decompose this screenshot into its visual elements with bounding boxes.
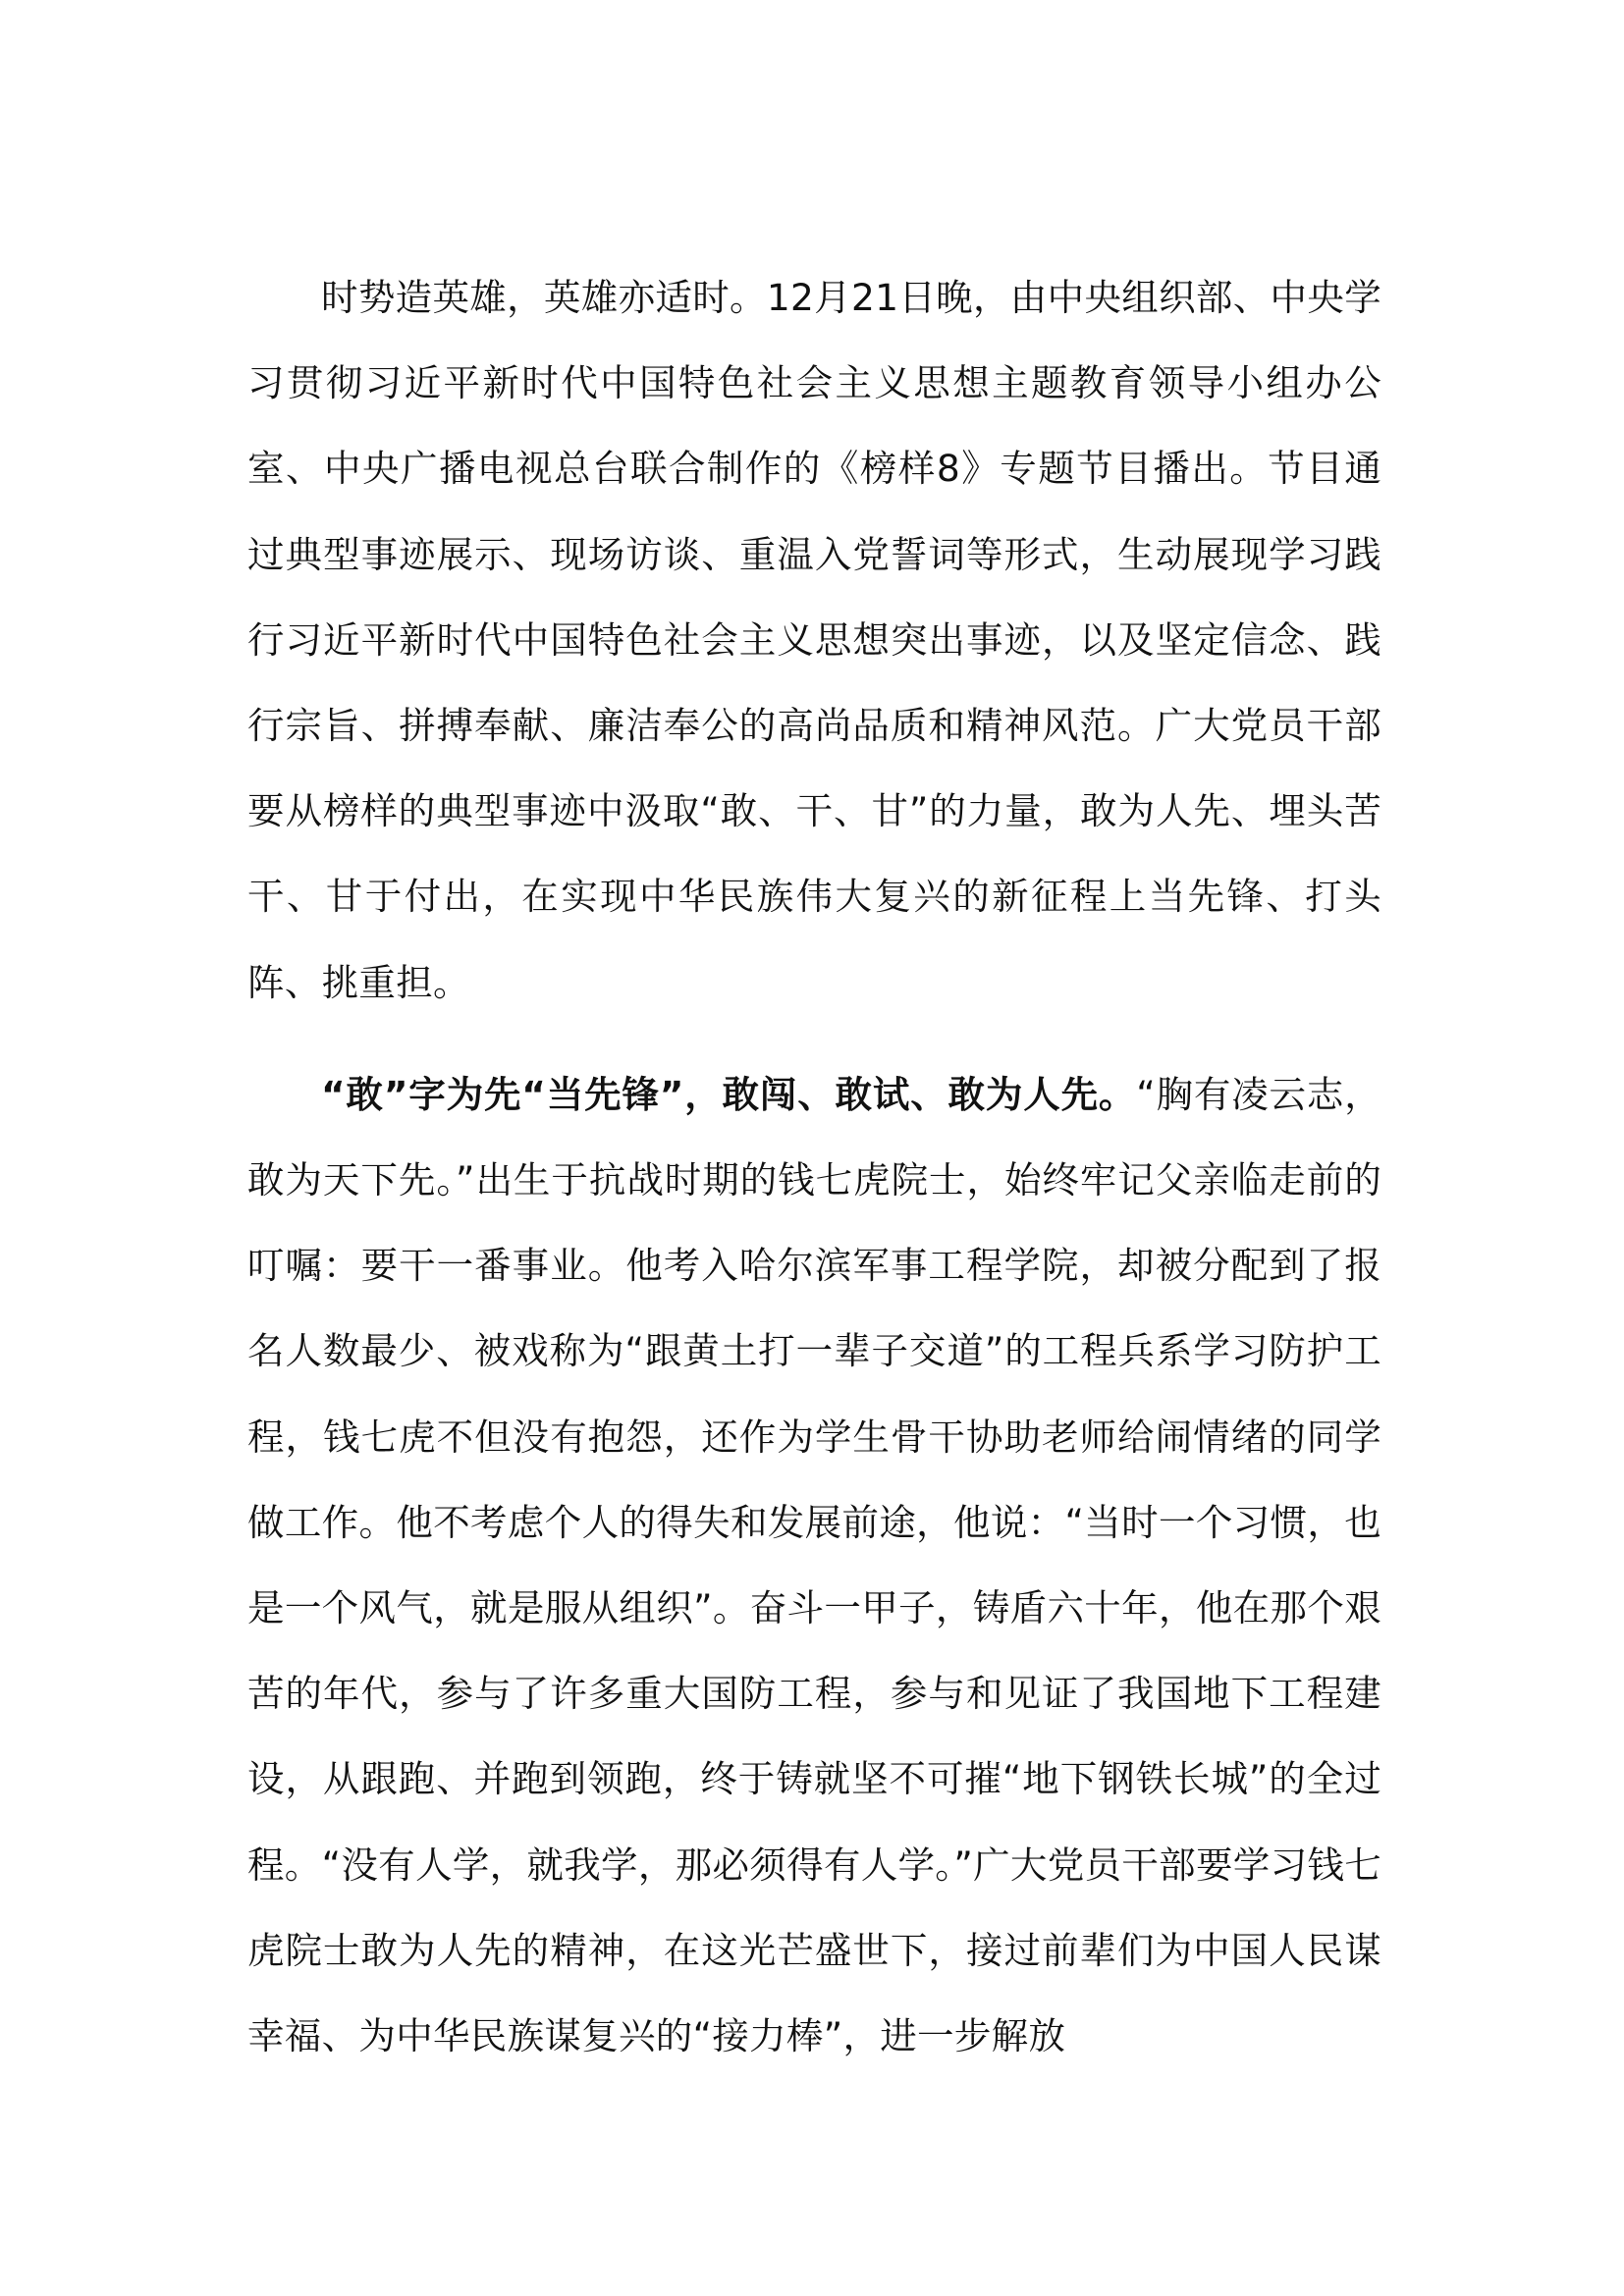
paragraph-text: “胸有凌云志，敢为天下先。”出生于抗战时期的钱七虎院士，始终牢记父亲临走前的叮嘱：要干一番事业。他考入哈尔滨军事工程学院，却被分配到了报名人数最少、被戏称为“跟黄土打一辈子交道”的工程兵系学习防护工程，钱七虎不但没有抱怨，还作为学生骨干协助老师给闹情绪的同学做工作。他不考虑个人的得失和发展前途，他说：“当时一个习惯，也是一个风气，就是服从组织”。奋斗一甲子，铸盾六十年，他在那个艰苦的年代，参与了许多重大国防工程，参与和见证了我国地下工程建设，从跟跑、并跑到领跑，终于铸就坚不可摧“地下钢铁长城”的全过程。“没有人学，就我学，那必须得有人学。”广大党员干部要学习钱七虎院士敢为人先的精神，在这光芒盛世下，接过前辈们为中国人民谋幸福、为中华民族谋复兴的“接力棒”，进一步解放 [247, 1072, 1381, 2058]
paragraph-text: 时势造英雄，英雄亦适时。12月21日晚，由中央组织部、中央学习贯彻习近平新时代中国特色社会主义思想主题教育领导小组办公室、中央广播电视总台联合制作的《榜样8》专题节目播出。节目通过典型事迹展示、现场访谈、重温入党誓词等形式，生动展现学习践行习近平新时代中国特色社会主义思想突出事迹，以及坚定信念、践行宗旨、拼搏奉献、廉洁奉公的高尚品质和精神风范。广大党员干部要从榜样的典型事迹中汲取“敢、干、甘”的力量，敢为人先、埋头苦干、甘于付出，在实现中华民族伟大复兴的新征程上当先锋、打头阵、挑重担。 [247, 276, 1381, 1004]
paragraph-lead-heading: “敢”字为先“当先锋”，敢闯、敢试、敢为人先。 [321, 1072, 1137, 1116]
paragraph-pioneer [247, 1052, 1381, 2079]
document-body [247, 255, 1381, 2106]
paragraph-intro [247, 255, 1381, 1026]
